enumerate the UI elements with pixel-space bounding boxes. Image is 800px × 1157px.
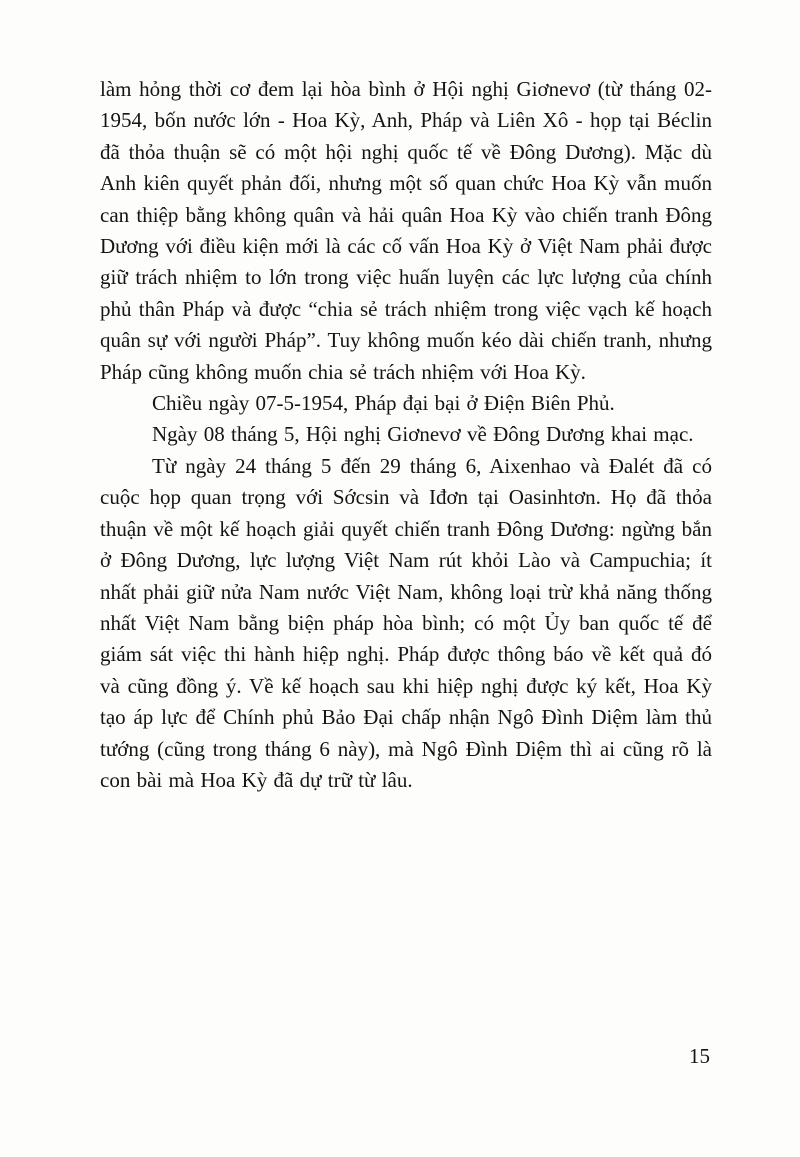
text-block [100,74,712,796]
paragraph-3: Ngày 08 tháng 5, Hội nghị Giơnevơ về Đông Dương khai mạc. [152,422,694,447]
paragraph-1: làm hỏng thời cơ đem lại hòa bình ở Hội nghị Giơnevơ (từ tháng 02-1954, bốn nước lớn - Hoa Kỳ, Anh, Pháp và Liên Xô - họp tại Béclin đã thỏa thuận sẽ có một hội nghị quốc tế về Đông Dương). Mặc dù Anh kiên quyết phản đối, nhưng một số quan chức Hoa Kỳ vẫn muốn can thiệp bằng không quân và hải quân Hoa Kỳ vào chiến tranh Đông Dương với điều kiện mới là các cố vấn Hoa Kỳ ở Việt Nam phải được giữ trách nhiệm to lớn trong việc huấn luyện các lực lượng của chính phủ thân Pháp và được “chia sẻ trách nhiệm trong việc vạch kế hoạch quân sự với người Pháp”. Tuy không muốn kéo dài chiến tranh, nhưng Pháp cũng không muốn chia sẻ trách nhiệm với Hoa Kỳ. [100,77,712,384]
paragraph-2: Chiều ngày 07-5-1954, Pháp đại bại ở Điện Biên Phủ. [152,391,615,416]
page-number: 15 [689,1044,710,1068]
paragraph-4: Từ ngày 24 tháng 5 đến 29 tháng 6, Aixenhao và Đalét đã có cuộc họp quan trọng với Sớcsin và Iđơn tại Oasinhtơn. Họ đã thỏa thuận về một kế hoạch giải quyết chiến tranh Đông Dương: ngừng bắn ở Đông Dương, lực lượng Việt Nam rút khỏi Lào và Campuchia; ít nhất phải giữ nửa Nam nước Việt Nam, không loại trừ khả năng thống nhất Việt Nam bằng biện pháp hòa bình; có một Ủy ban quốc tế để giám sát việc thi hành hiệp nghị. Pháp được thông báo về kết quả đó và cũng đồng ý. Về kế hoạch sau khi hiệp nghị được ký kết, Hoa Kỳ tạo áp lực để Chính phủ Bảo Đại chấp nhận Ngô Đình Diệm làm thủ tướng (cũng trong tháng 6 này), mà Ngô Đình Diệm thì ai cũng rõ là con bài mà Hoa Kỳ đã dự trữ từ lâu. [100,453,712,792]
